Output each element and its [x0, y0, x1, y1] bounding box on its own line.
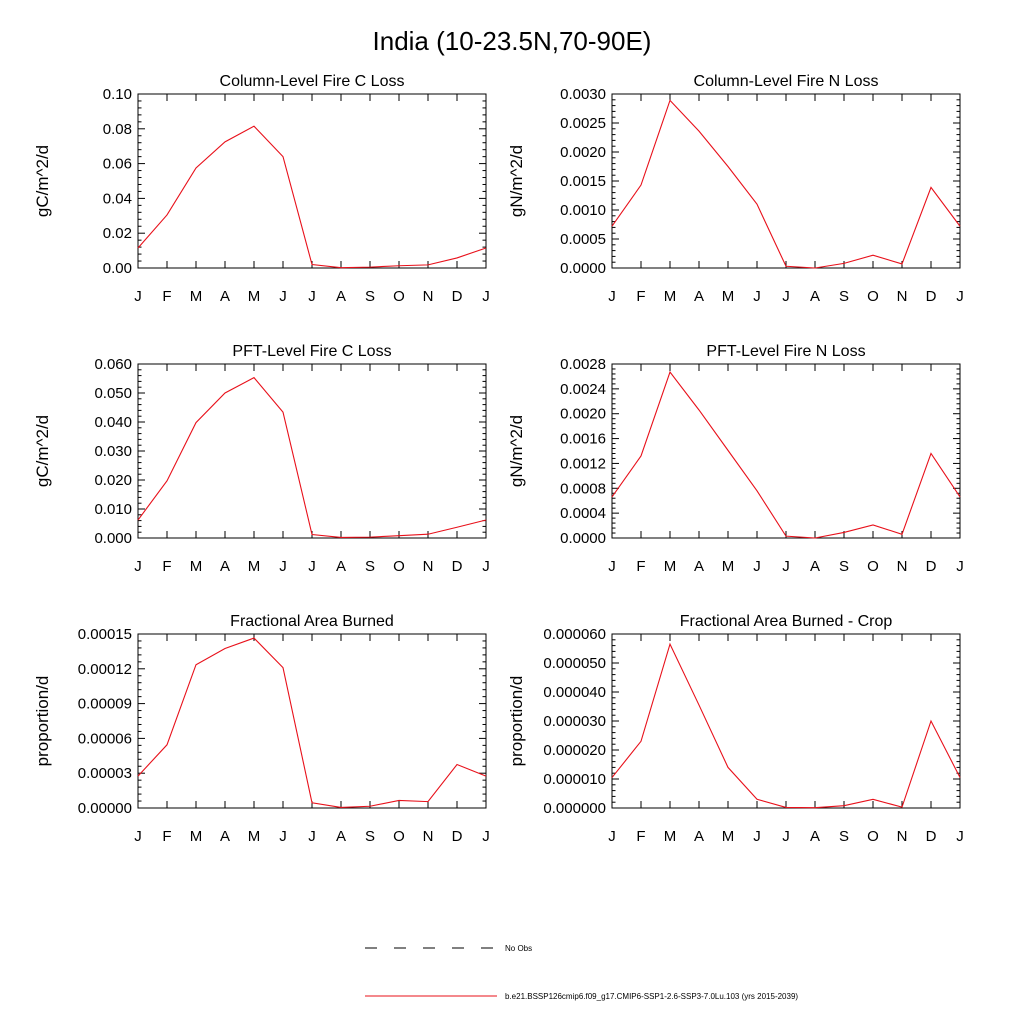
x-tick-label: D — [451, 288, 463, 305]
x-tick-label: M — [663, 828, 677, 845]
plot-frame — [138, 364, 486, 538]
y-axis-label: proportion/d — [33, 675, 52, 767]
y-axis-label: proportion/d — [507, 675, 526, 767]
y-tick-label: 0.000040 — [543, 684, 606, 701]
legend — [365, 944, 798, 1001]
x-tick-label: A — [219, 828, 231, 845]
y-tick-label: 0.10 — [102, 86, 132, 103]
y-tick-label: 0.000000 — [543, 800, 606, 817]
x-tick-label: J — [308, 288, 316, 305]
panel-title: PFT-Level Fire C Loss — [232, 343, 392, 360]
y-tick-label: 0.0016 — [560, 430, 606, 448]
legend-label-no-obs: No Obs — [505, 944, 533, 953]
x-tick-label: J — [956, 288, 964, 305]
x-tick-label: S — [364, 558, 376, 575]
y-axis-label: gN/m^2/d — [507, 144, 526, 218]
y-tick-label: 0.0024 — [560, 380, 606, 398]
x-tick-label: S — [838, 288, 850, 305]
y-tick-label: 0.0008 — [560, 480, 606, 498]
chart-panel-3 — [33, 343, 490, 575]
y-tick-label: 0.0020 — [560, 405, 606, 423]
x-tick-label: J — [308, 828, 316, 845]
panel-title: Fractional Area Burned — [230, 613, 394, 630]
x-tick-label: F — [162, 288, 172, 305]
chart-panel-6 — [507, 613, 964, 845]
y-tick-label: 0.00000 — [77, 800, 132, 817]
y-tick-label: 0.010 — [94, 501, 132, 518]
x-tick-label: N — [896, 558, 908, 575]
x-tick-label: M — [189, 288, 203, 305]
y-tick-label: 0.02 — [102, 225, 132, 243]
y-tick-label: 0.00012 — [77, 660, 132, 678]
x-tick-label: M — [247, 828, 261, 845]
x-tick-label: J — [956, 558, 964, 575]
chart-panel-4 — [507, 343, 964, 575]
x-tick-label: A — [219, 558, 231, 575]
figure-title: India (10-23.5N,70-90E) — [372, 26, 652, 56]
series-line — [612, 100, 960, 268]
chart-panel-5 — [33, 613, 490, 845]
x-tick-label: J — [782, 558, 790, 575]
chart-panel-2 — [507, 73, 964, 305]
x-tick-label: S — [364, 828, 376, 845]
y-tick-label: 0.000010 — [543, 771, 606, 788]
y-tick-label: 0.020 — [94, 472, 132, 489]
y-tick-label: 0.00015 — [77, 626, 132, 643]
x-tick-label: J — [608, 828, 616, 845]
chart-panel-1 — [33, 73, 490, 305]
y-tick-label: 0.0025 — [560, 115, 606, 132]
x-tick-label: M — [721, 828, 735, 845]
y-tick-label: 0.000 — [94, 530, 132, 547]
x-tick-label: N — [896, 828, 908, 845]
panels — [33, 73, 964, 845]
x-tick-label: A — [809, 288, 821, 305]
y-tick-label: 0.0000 — [560, 530, 606, 547]
x-tick-label: M — [247, 288, 261, 305]
x-tick-label: M — [189, 828, 203, 845]
x-tick-label: A — [335, 558, 347, 575]
x-tick-label: J — [482, 288, 490, 305]
x-tick-label: S — [364, 288, 376, 305]
y-tick-label: 0.0020 — [560, 144, 606, 161]
y-tick-label: 0.050 — [94, 385, 132, 402]
x-tick-label: J — [753, 558, 761, 575]
panel-title: Fractional Area Burned - Crop — [679, 613, 893, 630]
y-tick-label: 0.0010 — [560, 202, 606, 219]
x-tick-label: A — [335, 288, 347, 305]
y-axis-label: gC/m^2/d — [33, 414, 52, 488]
y-tick-label: 0.000020 — [543, 742, 606, 759]
x-tick-label: A — [809, 828, 821, 845]
x-tick-label: O — [393, 288, 405, 305]
y-tick-label: 0.08 — [102, 120, 132, 138]
y-tick-label: 0.040 — [94, 414, 132, 431]
x-tick-label: M — [721, 558, 735, 575]
y-tick-label: 0.04 — [102, 190, 132, 208]
x-tick-label: D — [451, 558, 463, 575]
y-tick-label: 0.000060 — [543, 626, 606, 643]
x-tick-label: J — [134, 558, 142, 575]
y-axis-label: gN/m^2/d — [507, 414, 526, 488]
x-tick-label: J — [782, 288, 790, 305]
panel-title: Column-Level Fire N Loss — [693, 73, 879, 90]
plot-frame — [612, 634, 960, 808]
x-tick-label: D — [925, 288, 937, 305]
x-tick-label: A — [693, 288, 705, 305]
y-tick-label: 0.0028 — [560, 356, 606, 373]
y-tick-label: 0.0000 — [560, 260, 606, 277]
x-tick-label: M — [721, 288, 735, 305]
x-tick-label: J — [608, 288, 616, 305]
series-line — [138, 638, 486, 807]
panel-title: Column-Level Fire C Loss — [219, 73, 405, 90]
series-line — [612, 644, 960, 808]
x-tick-label: M — [189, 558, 203, 575]
x-tick-label: S — [838, 558, 850, 575]
x-tick-label: F — [636, 288, 646, 305]
x-tick-label: D — [925, 828, 937, 845]
y-tick-label: 0.0005 — [560, 231, 606, 248]
x-tick-label: M — [663, 558, 677, 575]
x-tick-label: J — [753, 288, 761, 305]
x-tick-label: O — [867, 828, 879, 845]
x-tick-label: J — [956, 828, 964, 845]
x-tick-label: O — [867, 558, 879, 575]
plot-frame — [138, 634, 486, 808]
y-tick-label: 0.00 — [102, 260, 132, 277]
y-tick-label: 0.000050 — [543, 655, 606, 672]
y-tick-label: 0.0030 — [560, 86, 606, 103]
y-axis-label: gC/m^2/d — [33, 144, 52, 218]
x-tick-label: J — [608, 558, 616, 575]
y-tick-label: 0.0015 — [560, 173, 606, 190]
y-tick-label: 0.030 — [94, 443, 132, 460]
x-tick-label: J — [279, 288, 287, 305]
x-tick-label: F — [636, 828, 646, 845]
x-tick-label: J — [279, 828, 287, 845]
x-tick-label: J — [482, 558, 490, 575]
x-tick-label: N — [422, 558, 434, 575]
plot-frame — [612, 94, 960, 268]
y-tick-label: 0.00003 — [77, 765, 132, 783]
x-tick-label: D — [925, 558, 937, 575]
x-tick-label: J — [308, 558, 316, 575]
x-tick-label: J — [134, 288, 142, 305]
series-line — [138, 126, 486, 267]
plot-frame — [138, 94, 486, 268]
x-tick-label: N — [422, 828, 434, 845]
x-tick-label: A — [693, 828, 705, 845]
x-tick-label: A — [335, 828, 347, 845]
x-tick-label: A — [693, 558, 705, 575]
x-tick-label: J — [134, 828, 142, 845]
x-tick-label: N — [896, 288, 908, 305]
x-tick-label: A — [219, 288, 231, 305]
x-tick-label: M — [663, 288, 677, 305]
y-tick-label: 0.0004 — [560, 505, 606, 523]
x-tick-label: N — [422, 288, 434, 305]
x-tick-label: J — [753, 828, 761, 845]
x-tick-label: F — [162, 558, 172, 575]
x-tick-label: A — [809, 558, 821, 575]
y-tick-label: 0.00009 — [77, 695, 132, 713]
x-tick-label: D — [451, 828, 463, 845]
x-tick-label: J — [279, 558, 287, 575]
x-tick-label: F — [162, 828, 172, 845]
series-line — [138, 378, 486, 538]
x-tick-label: O — [393, 828, 405, 845]
y-tick-label: 0.06 — [102, 155, 132, 173]
x-tick-label: O — [393, 558, 405, 575]
x-tick-label: S — [838, 828, 850, 845]
x-tick-label: J — [482, 828, 490, 845]
series-line — [612, 372, 960, 538]
y-tick-label: 0.000030 — [543, 713, 606, 730]
y-tick-label: 0.0012 — [560, 455, 606, 473]
x-tick-label: J — [782, 828, 790, 845]
panel-title: PFT-Level Fire N Loss — [706, 343, 866, 360]
x-tick-label: F — [636, 558, 646, 575]
legend-label-model-run: b.e21.BSSP126cmip6.f09_g17.CMIP6-SSP1-2.6-SSP3-7.0Lu.103 (yrs 2015-2039) — [505, 992, 799, 1001]
x-tick-label: M — [247, 558, 261, 575]
x-tick-label: O — [867, 288, 879, 305]
y-tick-label: 0.060 — [94, 356, 132, 373]
y-tick-label: 0.00006 — [77, 730, 132, 748]
